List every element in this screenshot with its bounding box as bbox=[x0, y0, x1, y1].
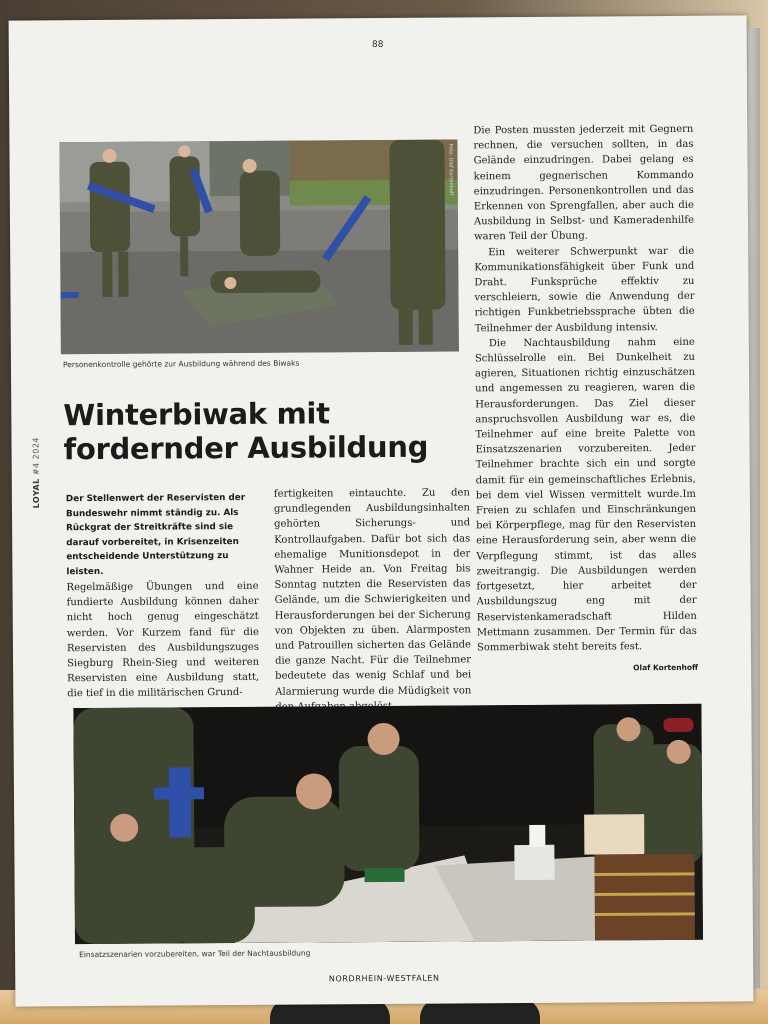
issue-number: #4 2024 bbox=[31, 436, 41, 476]
article-column-2 bbox=[274, 485, 472, 714]
article-headline bbox=[63, 395, 463, 466]
side-issue-label bbox=[31, 437, 40, 508]
paragraph: fertigkeiten eintauchte. Zu den grundlegenden Ausbildungsinhalten gehörten Sicherungs- und Kontrollaufgaben. Dafür bot sich das ehemalige Munitionsdepot in der Wahner Heide an. Von Freitag bis Sonntag nutzten die Reservisten das Gelände, um die Schwierigkeiten und Herausforderungen bei der Sicherung von Objekten zu üben. Alarmposten und Patrouillen sicherten das Gelände die ganze Nacht. Für die Teilnehmer bedeutete das wenig Schlaf und bei Alarmierung wurde die Müdigkeit von bbox=[273, 487, 472, 698]
photo-caption: Einsatzszenarien vorzubereiten, war Teil der Nachtausbildung bbox=[79, 948, 311, 960]
photo-night-training-image bbox=[73, 704, 703, 944]
article-author: Olaf Kortenhoff bbox=[633, 662, 699, 673]
paragraph: Die Posten mussten jederzeit mit Gegnern rechnen, die versuchen sollten, in das Gelände einzudringen. Dabei gelang es keinem gegnerischen Kommando einzudringen. Personenkontrollen und das Erkennen von Sprengfallen, aber auch die Ausbildung in Selbst- und Kameradenhilfe waren Teil der Übung. bbox=[473, 123, 695, 243]
magazine-brand: LOYAL bbox=[31, 478, 41, 509]
magazine-page bbox=[9, 15, 754, 1006]
photo-personnel-check bbox=[59, 139, 458, 354]
photo-caption: Personenkontrolle gehörte zur Ausbildung während des Biwaks bbox=[62, 358, 300, 370]
photo-credit: Foto: Olaf Kortenhoff bbox=[447, 143, 454, 196]
article-column-1 bbox=[66, 579, 259, 702]
photo-personnel-check-image bbox=[59, 139, 458, 354]
section-footer: NORDRHEIN-WESTFALEN bbox=[328, 973, 440, 984]
photo-night-training bbox=[73, 704, 703, 944]
article-column-3 bbox=[473, 122, 697, 656]
headline-line-2: fordernder Ausbildung bbox=[63, 429, 429, 467]
article-lead: Der Stellenwert der Reservisten der Bundeswehr nimmt ständig zu. Als Rückgrat der Streitkräfte sind sie darauf vorbereitet, in Krisenzeiten entscheidende Unterstützung zu leisten. bbox=[65, 492, 246, 577]
paragraph: Regelmäßige Übungen und eine fundierte Ausbildung können daher nicht hoch genug eingeschätzt werden. Vor Kurzem fand für die Reservisten des Ausbildungszuges Siegburg Rhein-Sieg und weiteren Reservisten eine Ausbildung statt, die tief in die militärischen Grund- bbox=[66, 580, 260, 700]
paragraph: Die Nachtausbildung nahm eine Schlüsselrolle ein. Bei Dunkelheit zu agieren, Situationen richtig einzuschätzen und angemessen zu reagieren, waren die Herausforderungen. Das Ziel dieser anspruchsvollen Ausbildung war es, die Teilnehmer auf eine breite Palette von Einsatzszenarien vorzubereiten. Jeder Teilnehmer brachte sich ein und sorgte damit für ein gemeinschaftliches Erlebnis, bei dem viel Wissen vermittelt wurde.Im Freien zu schlafen und Einschränkungen bei Körperpflege, mag für den Reservisten eine Herausforderung sein, aber wenn die Verpflegung stimmt, ist das alles zweitrangig. Die Ausbildungen werden fortgesetzt, hier arbeitet der Ausbildungszug eng mit der Reservistenkameradschaft Hilden Mettmann zusammen. Der Termin für das Sommerbiwak steht bereits fest. bbox=[474, 336, 697, 654]
page-number: 88 bbox=[371, 39, 384, 51]
headline-line-1: Winterbiwak mit bbox=[63, 396, 330, 433]
paragraph: Ein weiterer Schwerpunkt war die Kommunikationsfähigkeit über Funk und Draht. Funksprüche effektiv zu verschleiern, sowie die Anwendung der richtigen Funkbetriebssprache übten die Teilnehmer der Ausbildung intensiv. bbox=[474, 245, 695, 334]
